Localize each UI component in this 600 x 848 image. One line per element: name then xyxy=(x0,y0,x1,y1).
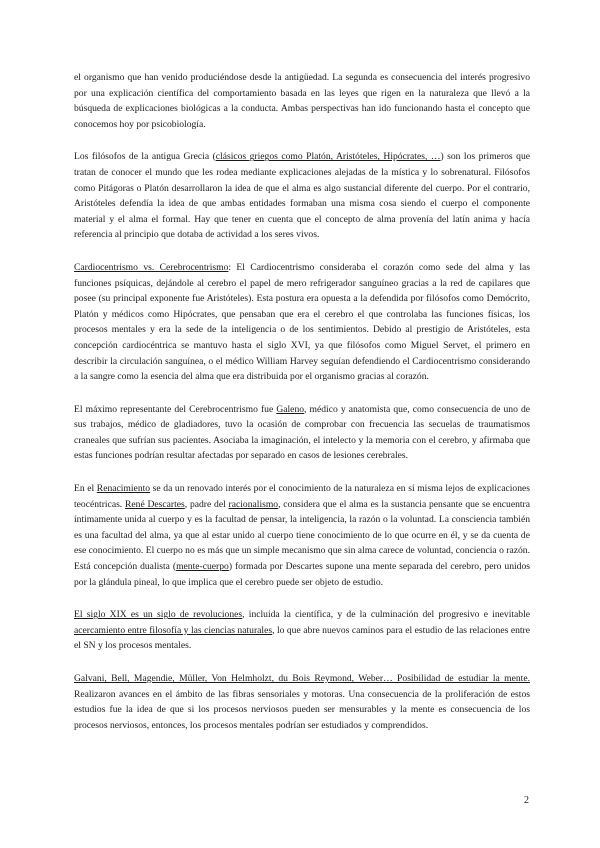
underlined-term: Galvani, Bell, Magendie, Müller, Von Helmholzt, du Bois Reymond, Weber… Posibilidad de estudiar la mente. xyxy=(74,673,530,684)
paragraph-text: Los filósofos de la antigua Grecia ( xyxy=(74,151,216,163)
paragraph-text: El máximo representante del Cerebrocentrismo fue xyxy=(74,403,277,415)
underlined-term: mente-cuerpo xyxy=(176,561,229,573)
paragraph-text: , padre del xyxy=(184,498,229,510)
page-number: 2 xyxy=(524,795,529,806)
underlined-term: racionalismo xyxy=(228,498,279,510)
document-page xyxy=(74,70,530,750)
paragraph-text: ) son los primeros que tratan de conocer el mundo que les rodea mediante explicaciones alejadas de la mística y lo sobrenatural. Filósofos como Pitágoras o Platón desarrollaron la idea de que el alma es algo sustancial diferente del cuerpo. Por el contrario, Aristóteles defendía la idea de que ambas entidades formaban una misma cosa siendo el cuerpo el componente material y el alma el formal. Hay que tener en cuenta que el concepto de alma provenía del latín anima y hacía referencia al principio que dotaba de actividad a los seres vivos. xyxy=(74,151,530,241)
paragraph-text: Realizaron avances en el ámbito de las fibras sensoriales y motoras. Una consecuencia de la proliferación de estos estudios fue la idea de que si los procesos nerviosos pueden ser mensurables y la mente es consecuencia de los procesos nerviosos, entonces, los procesos mentales podrían ser estudiados y comprendidos. xyxy=(74,688,530,731)
paragraph-galvani xyxy=(74,671,530,733)
paragraph-greek-philosophers xyxy=(74,149,530,243)
paragraph-text: el organismo que han venido produciéndose desde la antigüedad. La segunda es consecuencia del interés progresivo por una explicación científica del comportamiento basada en las leyes que rigen en la naturaleza que llevó a la búsqueda de explicaciones biológicas a la conducta. Ambas perspectivas han ido funcionando hasta el concepto que conocemos hoy por psicobiología. xyxy=(74,72,530,130)
paragraph-renacimiento xyxy=(74,481,530,590)
paragraph-text: ) formada por Descartes supone una mente separada del cerebro, pero unidos por la glándula pineal, lo que implica que el cerebro puede ser objeto de estudio. xyxy=(74,561,530,588)
underlined-term: Renacimiento xyxy=(96,483,151,495)
paragraph-siglo-xix xyxy=(74,607,530,654)
paragraph-text: , médico y anatomista que, como consecuencia de uno de sus trabajos, médico de gladiadores, tuvo la ocasión de comprobar con frecuencia las secuelas de traumatismos craneales que sufrían sus pacientes. Asociaba la imaginación, el intelecto y la memoria con el cerebro, y afirmaba que estas funciones podrían resultar afectadas por separado en casos de lesiones cerebrales. xyxy=(74,403,531,462)
paragraph-cardiocentrism xyxy=(74,260,530,385)
underlined-term: Galeno xyxy=(276,403,305,415)
paragraph-text: En el xyxy=(74,483,97,495)
paragraph-text: : El Cardiocentrismo consideraba el corazón como sede del alma y las funciones psíquicas, dejándole al cerebro el papel de mero refrigerador sanguíneo gracias a la red de capilares que posee (su principal exponente fue Aristóteles). Esta postura era opuesta a la defendida por filósofos como Demócrito, Platón y médicos como Hipócrates, que pensaban que era el cerebro el que controlaba las funciones físicas, los procesos mentales y era la sede de la inteligencia o de los sentimientos. Debido al prestigio de Aristóteles, esta concepción cardiocéntrica se mantuvo hasta el siglo XVI, ya que filósofos como Miguel Servet, el primero en describir la circulación sanguínea, o el médico William Harvey seguían defendiendo el Cardiocentrismo considerando a la sangre como la esencia del alma que era distribuida por el organismo gracias al corazón. xyxy=(74,261,530,383)
paragraph-text: se da un renovado interés por el conocimiento de la naturaleza en sí misma lejos de explicaciones teocéntricas. xyxy=(74,483,530,510)
underlined-term: René Descartes xyxy=(125,498,185,510)
paragraph-galeno xyxy=(74,402,530,464)
underlined-term: clásicos griegos como Platón, Aristóteles, Hipócrates, … xyxy=(215,151,441,163)
paragraph-text: , incluida la científica, y de la culminación del progresivo e inevitable xyxy=(242,609,531,621)
underlined-term: acercamiento entre filosofía y las ciencias naturales xyxy=(74,624,273,636)
underlined-term: Cardiocentrismo vs. Cerebrocentrismo xyxy=(74,261,229,273)
paragraph-text: , lo que abre nuevos caminos para el estudio de las relaciones entre el SN y los procesos mentales. xyxy=(74,624,530,652)
underlined-term: El siglo XIX es un siglo de revoluciones xyxy=(74,609,243,621)
paragraph-intro-continuation xyxy=(74,70,530,132)
paragraph-text: , considera que el alma es la sustancia pensante que se encuentra íntimamente unida al cuerpo y es la facultad de pensar, la inteligencia, la razón o la voluntad. La consciencia también es una facultad del alma, ya que al estar unido al cuerpo tiene conocimiento de lo que ocurre en él, y se da cuenta de ese conocimiento. El cuerpo no es más que un simple mecanismo que sin alma carece de voluntad, conciencia o razón. Está concepción dualista ( xyxy=(74,498,531,573)
